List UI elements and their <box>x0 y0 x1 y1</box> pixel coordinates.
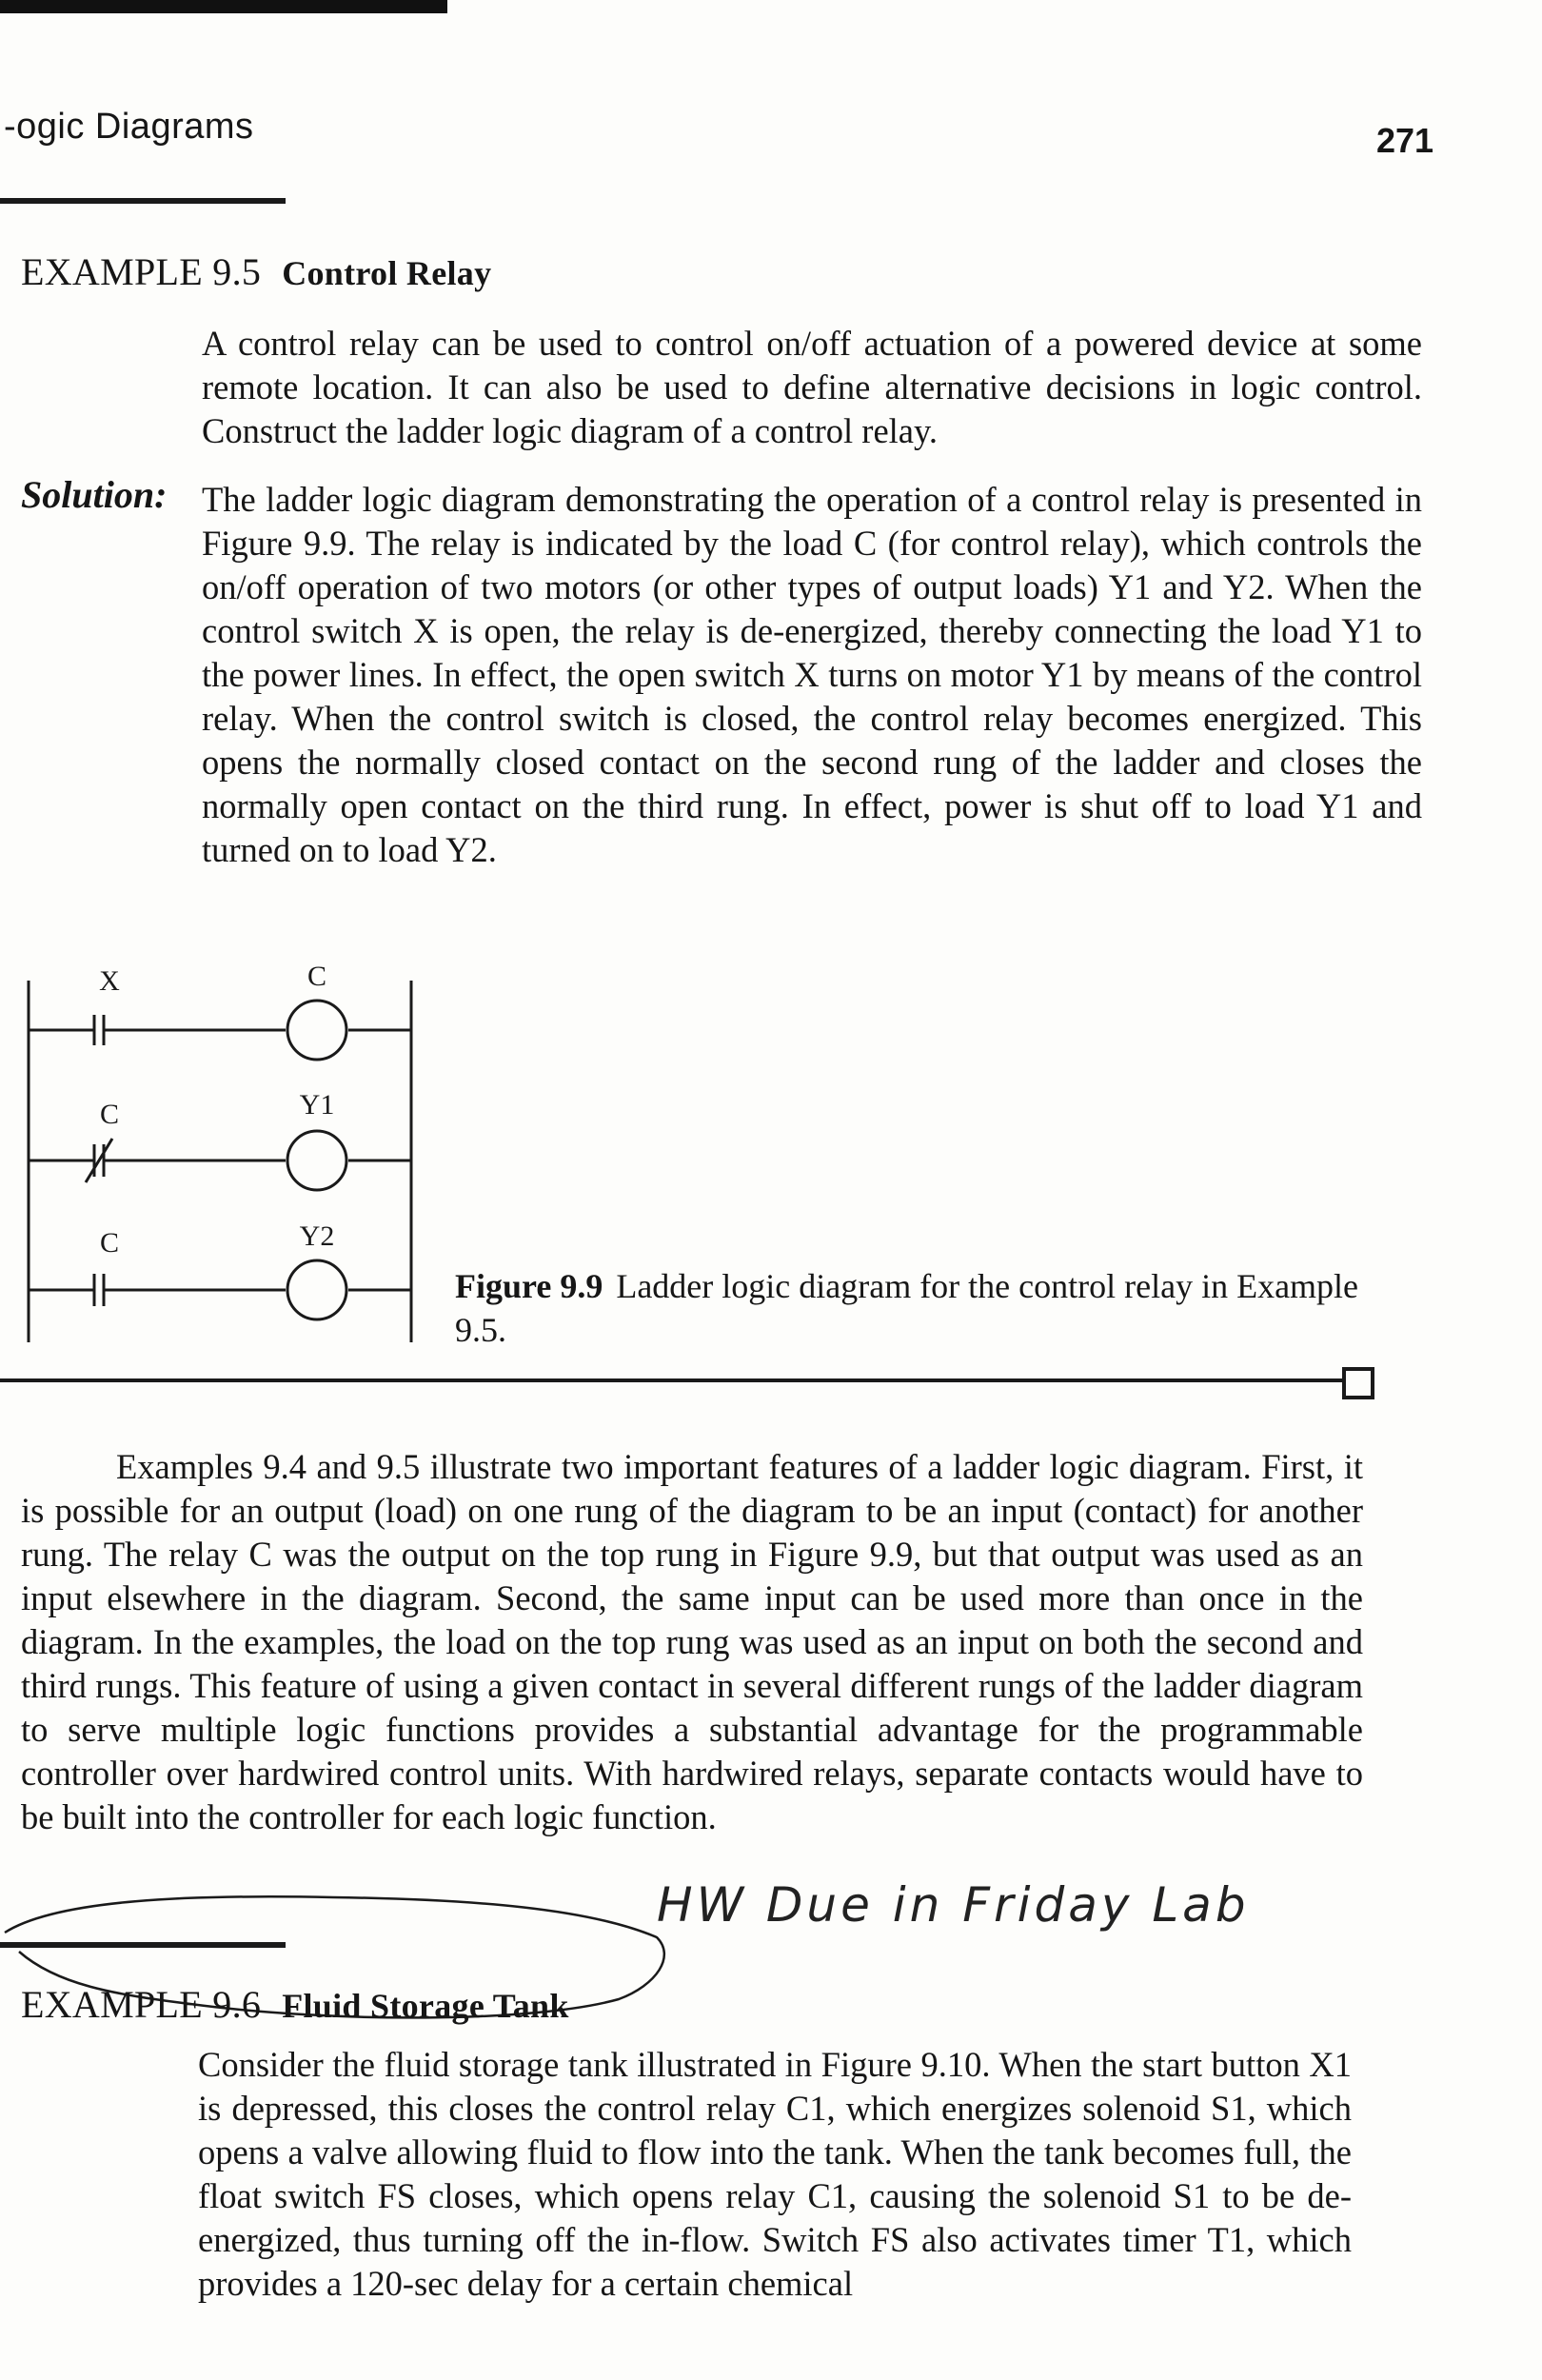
example-9-5-title: Control Relay <box>282 254 492 292</box>
example-9-5-problem <box>202 322 1422 453</box>
handwritten-circle-annotation <box>0 1861 685 2071</box>
body-paragraph <box>21 1445 1363 1839</box>
example-9-6-heading <box>21 1982 569 2027</box>
handwritten-note: HW Due in Friday Lab <box>657 1877 1250 1933</box>
example-9-6-label: EXAMPLE 9.6 <box>21 1983 262 2026</box>
example-9-5-label: EXAMPLE 9.5 <box>21 250 262 293</box>
rung-1-output-label: C <box>306 961 327 992</box>
example-9-5-top-rule <box>0 198 286 204</box>
rung-1-output-coil <box>287 1001 346 1060</box>
example-9-6-top-rule <box>0 1942 286 1948</box>
example-9-6-text <box>198 2043 1352 2306</box>
figure-9-9-caption <box>455 1264 1407 1352</box>
rung-3-output-label: Y2 <box>299 1220 335 1252</box>
example-9-6-title: Fluid Storage Tank <box>282 1987 569 2025</box>
page-number: 271 <box>1376 121 1434 160</box>
example-9-5-problem-text: A control relay can be used to control on/off actuation of a powered device at some remote location. It can also be used to define alternative decisions in logic control. Construct the ladder logic diagram of a control relay. <box>202 324 1422 450</box>
rung-2-output-coil <box>287 1131 346 1190</box>
rung-3-contact-label: C <box>99 1227 120 1259</box>
body-paragraph-text: Examples 9.4 and 9.5 illustrate two important features of a ladder logic diagram. First, it is possible for an output (load) on one rung of the diagram to be an input (contact) for another rung. The relay C was the output on the top rung in Figure 9.9, but that output was used as an input elsewhere in the diagram. Second, the same input can be used more than once in the diagram. In the examples, the load on the top rung was used as an input on both the second and third rungs. This feature of using a given contact in several different rungs of the ladder diagram to serve multiple logic functions provides a substantial advantage for the programmable controller over hardwired control units. With hardwired relays, separate contacts would have to be built into the controller for each logic function. <box>21 1447 1363 1836</box>
end-of-example-square-icon <box>1342 1367 1374 1399</box>
figure-9-9-caption-label: Figure 9.9 <box>455 1267 603 1305</box>
ladder-logic-diagram <box>0 942 447 1352</box>
solution-label: Solution: <box>21 473 168 516</box>
top-edge-bar <box>0 0 447 13</box>
rung-3 <box>29 1260 411 1319</box>
example-end-rule <box>0 1378 1342 1382</box>
example-9-5-heading <box>21 249 491 294</box>
example-9-6-text-body: Consider the fluid storage tank illustrated in Figure 9.10. When the start button X1 is depressed, this closes the control relay C1, which energizes solenoid S1, which opens a valve allowing fluid to flow into the tank. When the tank becomes full, the float switch FS closes, which opens relay C1, causing the solenoid S1 to be de-energized, thus turning off the in-flow. Switch FS also activates timer T1, which provides a 120-sec delay for a certain chemical <box>198 2045 1352 2303</box>
rung-3-output-coil <box>287 1260 346 1319</box>
rung-2-output-label: Y1 <box>299 1089 335 1121</box>
figure-9-9-caption-text: Ladder logic diagram for the control relay in Example 9.5. <box>455 1267 1359 1349</box>
rung-1-contact-label: X <box>99 965 120 997</box>
example-9-5-solution-text: The ladder logic diagram demonstrating the operation of a control relay is presented in Figure 9.9. The relay is indicated by the load C (for control relay), which controls the on/off operation of two motors (or other types of output loads) Y1 and Y2. When the control switch X is open, the relay is de-energized, thereby connecting the load Y1 to the power lines. In effect, the open switch X turns on motor Y1 by means of the control relay. When the control switch is closed, the control relay becomes energized. This opens the normally closed contact on the second rung of the ladder and closes the normally open contact on the third rung. In effect, power is shut off to load Y1 and turned on to load Y2. <box>202 480 1422 869</box>
rung-2 <box>29 1131 411 1190</box>
example-9-5-solution <box>202 478 1422 872</box>
rung-1 <box>29 1001 411 1060</box>
rung-2-contact-label: C <box>99 1099 120 1130</box>
running-header-title: -ogic Diagrams <box>4 107 254 147</box>
